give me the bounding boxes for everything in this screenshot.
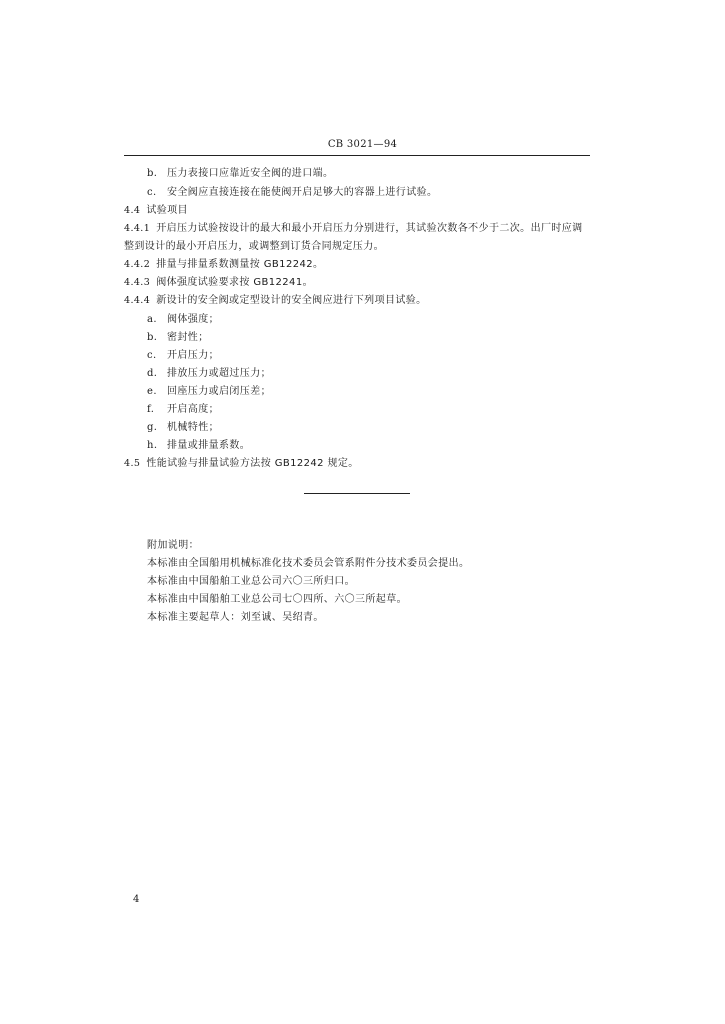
- list-item: [147, 367, 271, 380]
- item-c-label: c.: [147, 187, 157, 198]
- list-item-label: h.: [147, 440, 158, 451]
- section-4-5-number: 4.5: [124, 458, 141, 469]
- end-rule: [304, 493, 410, 494]
- list-item-text: 开启压力；: [167, 350, 219, 361]
- section-4-4-4-number: 4.4.4: [124, 295, 151, 306]
- list-item-text: 密封性；: [167, 332, 209, 343]
- section-4-5-text: 性能试验与排量试验方法按 GB12242 规定。: [146, 458, 359, 469]
- list-item: [147, 331, 209, 344]
- item-c-text: 安全阀应直接连接在能使阀开启足够大的容器上进行试验。: [167, 187, 438, 198]
- section-4-4-3-number: 4.4.3: [124, 277, 151, 288]
- section-4-4-1-continued: [124, 240, 384, 253]
- list-item: [147, 421, 219, 434]
- section-4-4-1-text-line1: 开启压力试验按设计的最大和最小开启压力分别进行，其试验次数各不少于二次。出厂时应调: [156, 223, 583, 234]
- list-item-text: 机械特性；: [167, 422, 219, 433]
- item-b-text: 压力表接口应靠近安全阀的进口端。: [167, 168, 334, 179]
- notes-line: 本标准由中国船舶工业总公司六〇三所归口。: [147, 576, 355, 587]
- section-4-4-3: [124, 276, 313, 289]
- list-item: [147, 349, 219, 362]
- section-4-4-2-number: 4.4.2: [124, 259, 151, 270]
- notes-heading: 附加说明：: [147, 540, 199, 551]
- item-b: [147, 167, 333, 180]
- section-4-4-2: [124, 258, 323, 271]
- list-item-label: d.: [147, 368, 158, 379]
- list-item-label: b.: [147, 332, 158, 343]
- header-rule: [124, 155, 590, 156]
- section-4-4-2-text: 排量与排量系数测量按 GB12242。: [156, 259, 324, 270]
- section-4-4-4-text: 新设计的安全阀或定型设计的安全阀应进行下列项目试验。: [156, 295, 427, 306]
- page-number: 4: [133, 894, 140, 905]
- section-4-4: [124, 204, 188, 217]
- section-4-4-1-number: 4.4.1: [124, 223, 151, 234]
- standard-code: CB 3021—94: [327, 139, 398, 150]
- list-item-text: 开启高度；: [167, 404, 219, 415]
- list-item-label: f.: [147, 404, 155, 415]
- section-4-4-1: [124, 222, 583, 235]
- section-4-4-1-text-line2: 整到设计的最小开启压力，或调整到订货合同规定压力。: [124, 241, 384, 252]
- notes-line: 本标准由中国船舶工业总公司七〇四所、六〇三所起草。: [147, 594, 407, 605]
- list-item: [147, 385, 271, 398]
- list-item: [147, 313, 219, 326]
- section-4-4-3-text: 阀体强度试验要求按 GB12241。: [156, 277, 313, 288]
- item-c: [147, 186, 437, 199]
- list-item-label: a.: [147, 314, 157, 325]
- list-item-label: g.: [147, 422, 158, 433]
- list-item: [147, 403, 219, 416]
- list-item-label: e.: [147, 386, 157, 397]
- section-4-4-4: [124, 294, 427, 307]
- notes-line: 本标准由全国船用机械标准化技术委员会管系附件分技术委员会提出。: [147, 558, 470, 569]
- list-item-text: 回座压力或启闭压差；: [167, 386, 271, 397]
- list-item: [147, 439, 250, 452]
- list-item-label: c.: [147, 350, 157, 361]
- item-b-label: b.: [147, 168, 158, 179]
- section-4-4-number: 4.4: [124, 205, 141, 216]
- notes-line: 本标准主要起草人：刘至诚、吴绍青。: [147, 612, 324, 623]
- section-4-5: [124, 457, 359, 470]
- list-item-text: 阀体强度；: [167, 314, 219, 325]
- list-item-text: 排放压力或超过压力；: [167, 368, 271, 379]
- list-item-text: 排量或排量系数。: [167, 440, 251, 451]
- section-4-4-title: 试验项目: [146, 205, 188, 216]
